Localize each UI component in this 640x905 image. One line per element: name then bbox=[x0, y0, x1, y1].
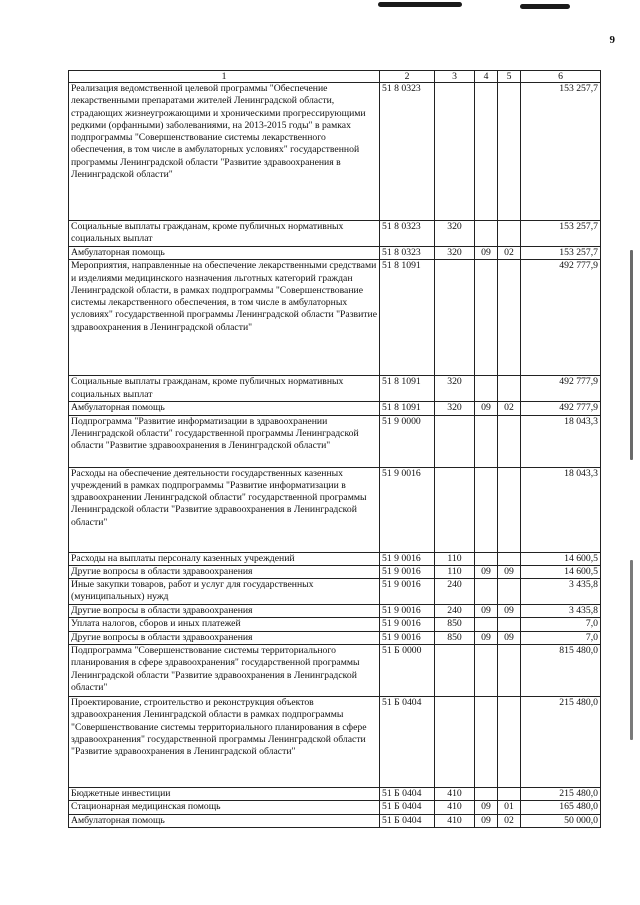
subsection-code-cell bbox=[498, 788, 521, 801]
scan-mark bbox=[520, 4, 570, 9]
row-name-cell: Амбулаторная помощь bbox=[69, 814, 380, 827]
amount-cell: 50 000,0 bbox=[521, 814, 601, 827]
section-code-cell: 09 bbox=[475, 247, 498, 260]
table-row bbox=[69, 565, 601, 578]
row-name-cell: Уплата налогов, сборов и иных платежей bbox=[69, 618, 380, 631]
expense-type-cell bbox=[435, 83, 475, 221]
subsection-code-cell bbox=[498, 645, 521, 697]
subsection-code-cell bbox=[498, 376, 521, 402]
amount-cell: 3 435,8 bbox=[521, 605, 601, 618]
subsection-code-cell bbox=[498, 697, 521, 788]
section-code-cell bbox=[475, 83, 498, 221]
target-code-cell: 51 Б 0404 bbox=[380, 801, 435, 814]
row-name-cell: Амбулаторная помощь bbox=[69, 247, 380, 260]
expense-type-cell bbox=[435, 467, 475, 552]
table-row bbox=[69, 645, 601, 697]
row-name-cell: Реализация ведомственной целевой программы "Обеспечение лекарственными препаратами жителей Ленинградской области, страдающих жизнеугрожающими и хроническими прогрессирующими редкими (орфанными) заболеваниями, на 2013-2015 годы" в рамках подпрограммы "Совершенствование системы лекарственного обеспечения, в том числе в амбулаторных условиях" государственной программы Ленинградской области "Развитие здравоохранения в Ленинградской области" bbox=[69, 83, 380, 221]
section-code-cell bbox=[475, 618, 498, 631]
table-header-row bbox=[69, 71, 601, 83]
subsection-code-cell: 02 bbox=[498, 814, 521, 827]
budget-table-body bbox=[69, 71, 601, 828]
amount-cell: 3 435,8 bbox=[521, 579, 601, 605]
expense-type-cell: 320 bbox=[435, 402, 475, 415]
amount-cell: 215 480,0 bbox=[521, 697, 601, 788]
target-code-cell: 51 9 0016 bbox=[380, 565, 435, 578]
section-code-cell bbox=[475, 697, 498, 788]
table-row bbox=[69, 552, 601, 565]
table-row bbox=[69, 579, 601, 605]
target-code-cell: 51 9 0016 bbox=[380, 467, 435, 552]
expense-type-cell: 320 bbox=[435, 376, 475, 402]
table-row bbox=[69, 697, 601, 788]
expense-type-cell: 410 bbox=[435, 814, 475, 827]
target-code-cell: 51 8 0323 bbox=[380, 83, 435, 221]
table-row bbox=[69, 415, 601, 467]
amount-cell: 18 043,3 bbox=[521, 467, 601, 552]
expense-type-cell: 850 bbox=[435, 618, 475, 631]
amount-cell: 153 257,7 bbox=[521, 247, 601, 260]
target-code-cell: 51 9 0016 bbox=[380, 552, 435, 565]
amount-cell: 14 600,5 bbox=[521, 552, 601, 565]
scan-mark bbox=[630, 250, 633, 460]
subsection-code-cell: 02 bbox=[498, 247, 521, 260]
subsection-code-cell bbox=[498, 467, 521, 552]
column-header: 2 bbox=[380, 71, 435, 83]
section-code-cell bbox=[475, 467, 498, 552]
expense-type-cell bbox=[435, 415, 475, 467]
section-code-cell bbox=[475, 376, 498, 402]
expense-type-cell: 110 bbox=[435, 552, 475, 565]
expense-type-cell: 410 bbox=[435, 788, 475, 801]
table-row bbox=[69, 221, 601, 247]
expense-type-cell: 320 bbox=[435, 221, 475, 247]
target-code-cell: 51 8 1091 bbox=[380, 260, 435, 376]
subsection-code-cell: 02 bbox=[498, 402, 521, 415]
row-name-cell: Социальные выплаты гражданам, кроме публичных нормативных социальных выплат bbox=[69, 221, 380, 247]
table-row bbox=[69, 376, 601, 402]
row-name-cell: Бюджетные инвестиции bbox=[69, 788, 380, 801]
table-row bbox=[69, 260, 601, 376]
target-code-cell: 51 8 1091 bbox=[380, 402, 435, 415]
scan-mark bbox=[630, 560, 633, 740]
target-code-cell: 51 8 1091 bbox=[380, 376, 435, 402]
table-row bbox=[69, 788, 601, 801]
column-header: 6 bbox=[521, 71, 601, 83]
row-name-cell: Амбулаторная помощь bbox=[69, 402, 380, 415]
row-name-cell: Другие вопросы в области здравоохранения bbox=[69, 631, 380, 644]
table-row bbox=[69, 814, 601, 827]
section-code-cell: 09 bbox=[475, 565, 498, 578]
subsection-code-cell: 09 bbox=[498, 605, 521, 618]
target-code-cell: 51 9 0016 bbox=[380, 579, 435, 605]
expense-type-cell bbox=[435, 645, 475, 697]
row-name-cell: Другие вопросы в области здравоохранения bbox=[69, 605, 380, 618]
expense-type-cell: 410 bbox=[435, 801, 475, 814]
row-name-cell: Социальные выплаты гражданам, кроме публичных нормативных социальных выплат bbox=[69, 376, 380, 402]
target-code-cell: 51 Б 0404 bbox=[380, 788, 435, 801]
column-header: 3 bbox=[435, 71, 475, 83]
subsection-code-cell bbox=[498, 221, 521, 247]
amount-cell: 153 257,7 bbox=[521, 83, 601, 221]
page-number: 9 bbox=[609, 34, 615, 46]
target-code-cell: 51 Б 0000 bbox=[380, 645, 435, 697]
subsection-code-cell: 09 bbox=[498, 631, 521, 644]
expense-type-cell: 240 bbox=[435, 605, 475, 618]
expense-type-cell bbox=[435, 697, 475, 788]
amount-cell: 492 777,9 bbox=[521, 260, 601, 376]
expense-type-cell bbox=[435, 260, 475, 376]
amount-cell: 215 480,0 bbox=[521, 788, 601, 801]
column-header: 4 bbox=[475, 71, 498, 83]
expense-type-cell: 110 bbox=[435, 565, 475, 578]
expense-type-cell: 850 bbox=[435, 631, 475, 644]
amount-cell: 492 777,9 bbox=[521, 376, 601, 402]
subsection-code-cell bbox=[498, 83, 521, 221]
target-code-cell: 51 8 0323 bbox=[380, 221, 435, 247]
section-code-cell bbox=[475, 552, 498, 565]
target-code-cell: 51 9 0000 bbox=[380, 415, 435, 467]
budget-table bbox=[68, 70, 601, 828]
row-name-cell: Расходы на обеспечение деятельности государственных казенных учреждений в рамках подпрограммы "Развитие информатизации в здравоохранении Ленинградской области" государственной программы Ленинградской области "Развитие здравоохранения в Ленинградской области" bbox=[69, 467, 380, 552]
section-code-cell bbox=[475, 788, 498, 801]
expense-type-cell: 240 bbox=[435, 579, 475, 605]
scan-mark bbox=[378, 2, 462, 7]
row-name-cell: Другие вопросы в области здравоохранения bbox=[69, 565, 380, 578]
row-name-cell: Проектирование, строительство и реконструкция объектов здравоохранения Ленинградской области в рамках подпрограммы "Совершенствование системы территориального планирования в сфере здравоохранения" государственной программы Ленинградской области "Развитие здравоохранения в Ленинградской области" bbox=[69, 697, 380, 788]
amount-cell: 153 257,7 bbox=[521, 221, 601, 247]
amount-cell: 815 480,0 bbox=[521, 645, 601, 697]
amount-cell: 492 777,9 bbox=[521, 402, 601, 415]
row-name-cell: Мероприятия, направленные на обеспечение лекарственными средствами и изделиями медицинского назначения льготных категорий граждан Ленинградской области, в рамках подпрограммы "Совершенствование системы лекарственного обеспечения, в том числе в амбулаторных условиях" государственной программы Ленинградской области "Развитие здравоохранения в Ленинградской области" bbox=[69, 260, 380, 376]
amount-cell: 18 043,3 bbox=[521, 415, 601, 467]
table-row bbox=[69, 467, 601, 552]
section-code-cell: 09 bbox=[475, 801, 498, 814]
amount-cell: 14 600,5 bbox=[521, 565, 601, 578]
table-row bbox=[69, 402, 601, 415]
target-code-cell: 51 Б 0404 bbox=[380, 814, 435, 827]
table-row bbox=[69, 631, 601, 644]
section-code-cell bbox=[475, 579, 498, 605]
target-code-cell: 51 8 0323 bbox=[380, 247, 435, 260]
target-code-cell: 51 Б 0404 bbox=[380, 697, 435, 788]
amount-cell: 165 480,0 bbox=[521, 801, 601, 814]
subsection-code-cell bbox=[498, 579, 521, 605]
section-code-cell: 09 bbox=[475, 605, 498, 618]
subsection-code-cell bbox=[498, 618, 521, 631]
table-row bbox=[69, 618, 601, 631]
row-name-cell: Стационарная медицинская помощь bbox=[69, 801, 380, 814]
amount-cell: 7,0 bbox=[521, 631, 601, 644]
table-row bbox=[69, 801, 601, 814]
subsection-code-cell bbox=[498, 552, 521, 565]
section-code-cell: 09 bbox=[475, 631, 498, 644]
subsection-code-cell: 09 bbox=[498, 565, 521, 578]
target-code-cell: 51 9 0016 bbox=[380, 618, 435, 631]
row-name-cell: Иные закупки товаров, работ и услуг для государственных (муниципальных) нужд bbox=[69, 579, 380, 605]
section-code-cell: 09 bbox=[475, 814, 498, 827]
table-row bbox=[69, 247, 601, 260]
target-code-cell: 51 9 0016 bbox=[380, 605, 435, 618]
section-code-cell: 09 bbox=[475, 402, 498, 415]
amount-cell: 7,0 bbox=[521, 618, 601, 631]
table-row bbox=[69, 605, 601, 618]
column-header: 5 bbox=[498, 71, 521, 83]
column-header: 1 bbox=[69, 71, 380, 83]
row-name-cell: Подпрограмма "Развитие информатизации в здравоохранении Ленинградской области" государственной программы Ленинградской области "Развитие здравоохранения в Ленинградской области" bbox=[69, 415, 380, 467]
table-row bbox=[69, 83, 601, 221]
row-name-cell: Подпрограмма "Совершенствование системы территориального планирования в сфере здравоохранения" государственной программы Ленинградской области "Развитие здравоохранения в Ленинградской области" bbox=[69, 645, 380, 697]
target-code-cell: 51 9 0016 bbox=[380, 631, 435, 644]
row-name-cell: Расходы на выплаты персоналу казенных учреждений bbox=[69, 552, 380, 565]
section-code-cell bbox=[475, 645, 498, 697]
section-code-cell bbox=[475, 260, 498, 376]
subsection-code-cell bbox=[498, 415, 521, 467]
subsection-code-cell bbox=[498, 260, 521, 376]
expense-type-cell: 320 bbox=[435, 247, 475, 260]
section-code-cell bbox=[475, 221, 498, 247]
subsection-code-cell: 01 bbox=[498, 801, 521, 814]
section-code-cell bbox=[475, 415, 498, 467]
